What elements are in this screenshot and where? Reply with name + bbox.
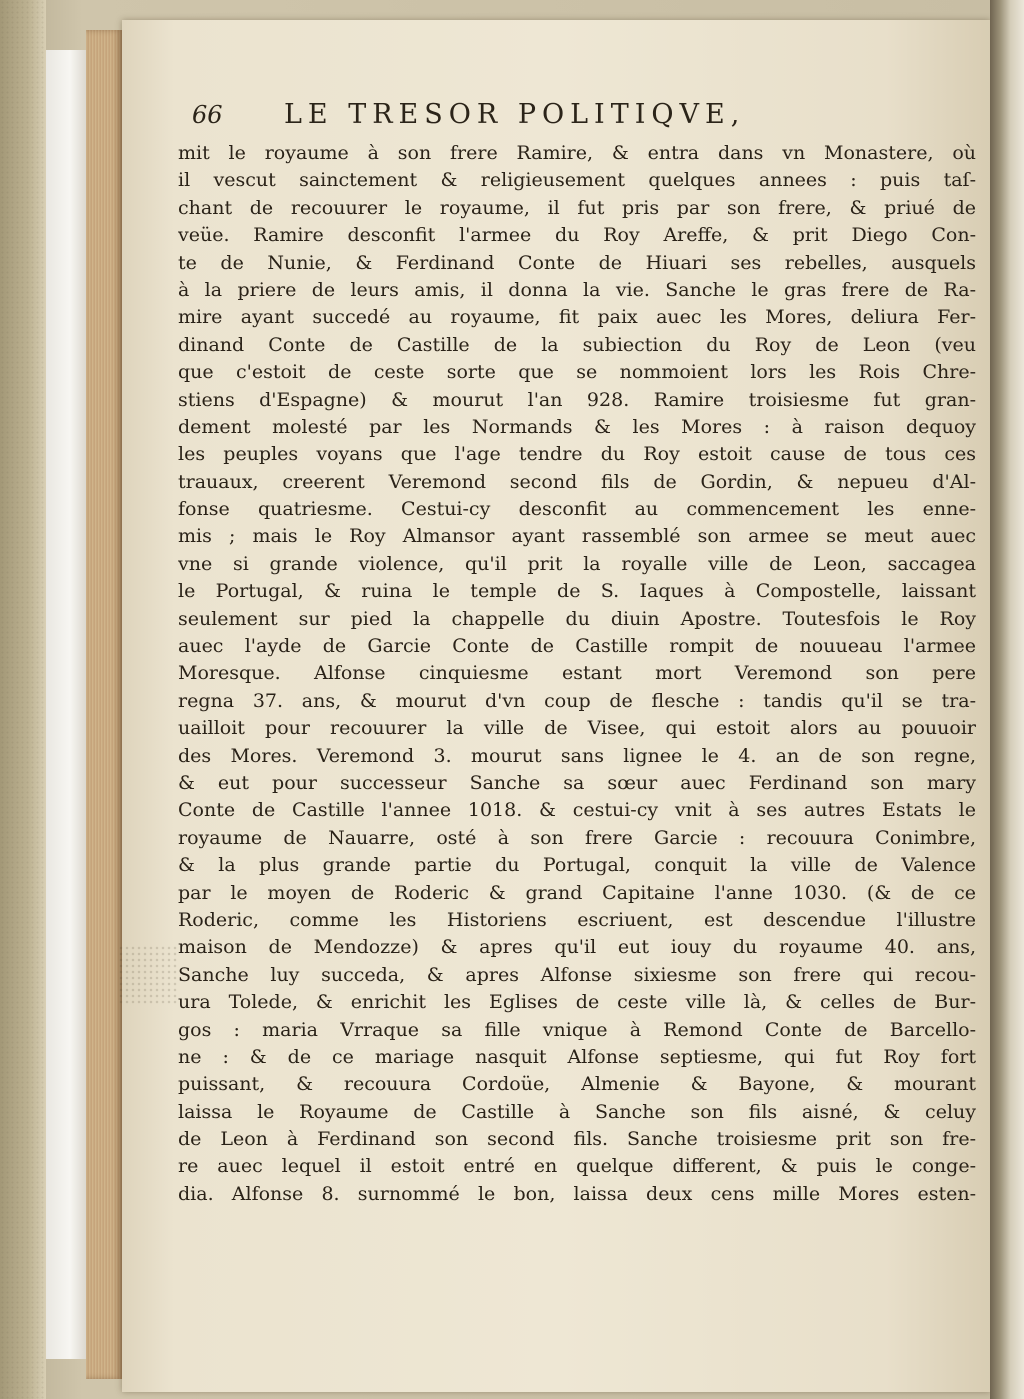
text-line: chant de recouurer le royaume, il fut pris par son frere, & priué de <box>178 196 976 219</box>
text-line: fonse quatriesme. Cestui-cy desconfit au commencement les enne- <box>178 498 976 521</box>
page-number: 66 <box>192 101 223 129</box>
text-line: ura Tolede, & enrichit les Eglises de ceste ville là, & celles de Bur- <box>178 991 976 1014</box>
text-line: dement molesté par les Normands & les Mores : à raison dequoy <box>178 415 976 438</box>
text-line: le Portugal, & ruina le temple de S. Iaques à Compostelle, laissant <box>178 580 976 603</box>
text-line: Moresque. Alfonse cinquiesme estant mort Veremond son pere <box>178 662 976 685</box>
foxing-stain <box>118 945 178 1005</box>
right-page-edge <box>990 0 1024 1399</box>
text-line: auec l'ayde de Garcie Conte de Castille rompit de nouueau l'armee <box>178 635 976 658</box>
text-line: dia. Alfonse 8. surnommé le bon, laissa deux cens mille Mores esten- <box>178 1182 976 1205</box>
text-line: Sanche luy succeda, & apres Alfonse sixiesme son frere qui recou- <box>178 963 976 986</box>
text-line: par le moyen de Roderic & grand Capitaine l'anne 1030. (& de ce <box>178 881 976 904</box>
text-line: vne si grande violence, qu'il prit la royalle ville de Leon, saccagea <box>178 552 976 575</box>
text-line: royaume de Nauarre, osté à son frere Garcie : recouura Conimbre, <box>178 826 976 849</box>
text-line: à la priere de leurs amis, il donna la vie. Sanche le gras frere de Ra- <box>178 278 976 301</box>
text-line: puissant, & recouura Cordoüe, Almenie & Bayone, & mourant <box>178 1073 976 1096</box>
text-line: dinand Conte de Castille de la subiection du Roy de Leon (veu <box>178 333 976 356</box>
text-line: trauaux, creerent Veremond second fils de Gordin, & nepueu d'Al- <box>178 470 976 493</box>
text-line: maison de Mendozze) & apres qu'il eut iouy du royaume 40. ans, <box>178 936 976 959</box>
text-line: re auec lequel il estoit entré en quelque different, & puis le conge- <box>178 1155 976 1178</box>
text-line: de Leon à Ferdinand son second fils. Sanche troisiesme prit son fre- <box>178 1128 976 1151</box>
text-line: Roderic, comme les Historiens escriuent, est descendue l'illustre <box>178 908 976 931</box>
text-line: laissa le Royaume de Castille à Sanche son fils aisné, & celuy <box>178 1100 976 1123</box>
text-line: que c'estoit de ceste sorte que se nommoient lors les Rois Chre- <box>178 361 976 384</box>
text-line: te de Nunie, & Ferdinand Conte de Hiuari ses rebelles, ausquels <box>178 251 976 274</box>
text-line: veüe. Ramire desconfit l'armee du Roy Areffe, & prit Diego Con- <box>178 224 976 247</box>
flyleaf <box>46 50 86 1359</box>
text-line: seulement sur pied la chappelle du diuin Apostre. Toutesfois le Roy <box>178 607 976 630</box>
text-line: regna 37. ans, & mourut d'vn coup de flesche : tandis qu'il se tra- <box>178 689 976 712</box>
left-cover-board <box>0 0 46 1399</box>
text-line: gos : maria Vrraque sa fille vnique à Remond Conte de Barcello- <box>178 1018 976 1041</box>
text-line: les peuples voyans que l'age tendre du Roy estoit cause de tous ces <box>178 443 976 466</box>
text-line: & eut pour successeur Sanche sa sœur auec Ferdinand son mary <box>178 771 976 794</box>
body-text <box>178 140 976 1208</box>
text-line: mit le royaume à son frere Ramire, & entra dans vn Monastere, où <box>178 142 976 164</box>
text-line: mire ayant succedé au royaume, fit paix auec les Mores, deliura Fer- <box>178 306 976 329</box>
text-line: des Mores. Veremond 3. mourut sans lignee le 4. an de son regne, <box>178 744 976 767</box>
text-line: Conte de Castille l'annee 1018. & cestui-cy vnit à ses autres Estats le <box>178 799 976 822</box>
text-line: ne : & de ce mariage nasquit Alfonse septiesme, qui fut Roy fort <box>178 1045 976 1068</box>
text-line: il vescut sainctement & religieusement quelques annees : puis taſ- <box>178 169 976 192</box>
page-header <box>192 95 892 135</box>
text-line: stiens d'Espagne) & mourut l'an 928. Ramire troisiesme fut gran- <box>178 388 976 411</box>
text-line: & la plus grande partie du Portugal, conquit la ville de Valence <box>178 854 976 877</box>
text-line: uailloit pour recouurer la ville de Visee, qui estoit alors au pouuoir <box>178 717 976 740</box>
running-title: LE TRESOR POLITIQVE, <box>284 99 746 130</box>
text-line: mis ; mais le Roy Almansor ayant rassemblé son armee se meut auec <box>178 525 976 548</box>
page-edges <box>86 30 122 1379</box>
